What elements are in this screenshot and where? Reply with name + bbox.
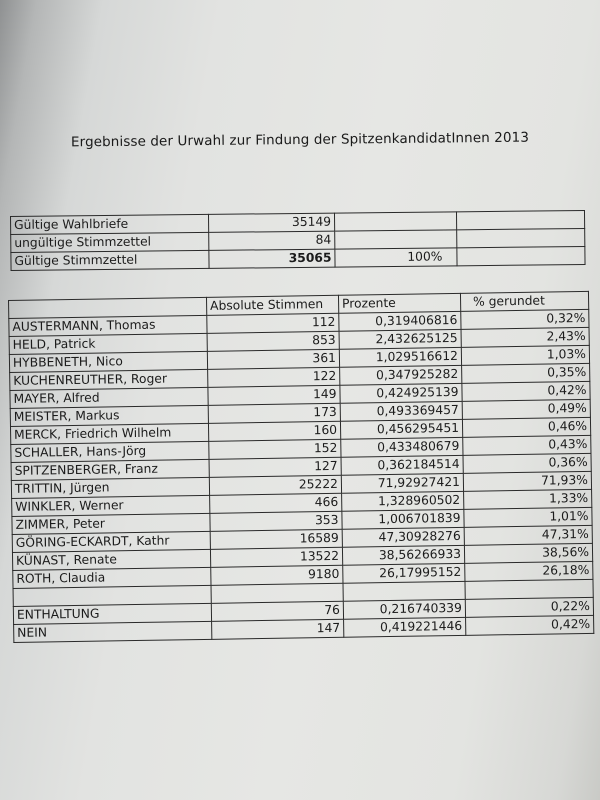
vote-percent-rounded: 71,93% <box>463 471 591 491</box>
vote-percent: 0,319406816 <box>339 311 461 331</box>
vote-percent: 0,433480679 <box>341 437 463 457</box>
empty-cell <box>343 581 465 601</box>
vote-percent-rounded: 0,36% <box>463 453 591 473</box>
header-rounded: % gerundet <box>460 291 588 311</box>
results-table <box>8 291 594 643</box>
candidate-name: KÜNAST, Renate <box>12 549 210 570</box>
vote-percent-rounded: 0,22% <box>465 597 593 617</box>
candidate-name: MAYER, Alfred <box>10 387 208 408</box>
vote-count: 76 <box>211 601 343 621</box>
summary-percent: 100% <box>335 248 457 267</box>
vote-percent-rounded: 1,33% <box>464 489 592 509</box>
summary-empty-cell <box>457 228 585 247</box>
vote-percent-rounded: 2,43% <box>461 327 589 347</box>
summary-label: ungültige Stimmzettel <box>11 232 209 252</box>
candidate-name: SPITZENBERGER, Franz <box>11 459 209 480</box>
vote-count: 173 <box>208 403 340 423</box>
vote-count: 112 <box>207 313 339 333</box>
candidate-name: GÖRING-ECKARDT, Kathr <box>12 531 210 552</box>
candidate-name: WINKLER, Werner <box>12 495 210 516</box>
vote-percent-rounded: 0,35% <box>462 363 590 383</box>
candidate-name: KUCHENREUTHER, Roger <box>10 369 208 390</box>
summary-empty-cell <box>456 210 584 229</box>
vote-count: 152 <box>209 439 341 459</box>
candidate-name: NEIN <box>14 621 212 642</box>
vote-percent-rounded: 1,03% <box>461 345 589 365</box>
vote-percent: 2,432625125 <box>339 329 461 349</box>
vote-percent: 1,029516612 <box>339 347 461 367</box>
vote-percent: 38,56266933 <box>342 545 464 565</box>
vote-count: 13522 <box>210 547 342 567</box>
header-percent: Prozente <box>338 293 460 313</box>
vote-count: 853 <box>207 331 339 351</box>
vote-percent: 0,419221446 <box>344 617 466 637</box>
vote-count: 160 <box>208 421 340 441</box>
empty-cell <box>465 579 593 599</box>
summary-table <box>10 210 586 271</box>
candidate-name: HYBBENETH, Nico <box>9 351 207 372</box>
candidate-name: ENTHALTUNG <box>13 603 211 624</box>
candidate-name: ZIMMER, Peter <box>12 513 210 534</box>
empty-cell <box>211 583 343 603</box>
vote-percent-rounded: 0,42% <box>466 615 594 635</box>
vote-percent-rounded: 38,56% <box>464 543 592 563</box>
summary-empty-cell <box>457 246 585 265</box>
vote-percent: 0,424925139 <box>340 383 462 403</box>
candidate-name: ROTH, Claudia <box>13 567 211 588</box>
vote-count: 353 <box>210 511 342 531</box>
vote-count: 9180 <box>211 565 343 585</box>
vote-percent: 0,216740339 <box>343 599 465 619</box>
vote-count: 466 <box>210 493 342 513</box>
vote-count: 16589 <box>210 529 342 549</box>
candidate-name: HELD, Patrick <box>9 333 207 354</box>
vote-percent: 0,362184514 <box>341 455 463 475</box>
vote-percent: 47,30928276 <box>342 527 464 547</box>
vote-percent-rounded: 0,43% <box>463 435 591 455</box>
document-title: Ergebnisse der Urwahl zur Findung der SpitzenkandidatInnen 2013 <box>70 129 530 151</box>
summary-percent <box>335 230 457 249</box>
vote-count: 147 <box>212 619 344 639</box>
vote-percent-rounded: 0,46% <box>462 417 590 437</box>
vote-percent: 0,456295451 <box>340 419 462 439</box>
vote-percent: 0,493369457 <box>340 401 462 421</box>
candidate-name: MERCK, Friedrich Wilhelm <box>10 423 208 444</box>
vote-count: 127 <box>209 457 341 477</box>
vote-percent-rounded: 26,18% <box>465 561 593 581</box>
summary-value: 35149 <box>208 213 334 232</box>
header-absolute: Absolute Stimmen <box>206 295 338 315</box>
vote-percent: 26,17995152 <box>343 563 465 583</box>
vote-percent: 0,347925282 <box>340 365 462 385</box>
vote-percent-rounded: 47,31% <box>464 525 592 545</box>
vote-percent-rounded: 0,32% <box>461 309 589 329</box>
summary-value: 84 <box>209 231 335 250</box>
vote-percent: 1,006701839 <box>342 509 464 529</box>
candidate-name: TRITTIN, Jürgen <box>11 477 209 498</box>
summary-label: Gültige Wahlbriefe <box>11 214 209 234</box>
vote-percent: 71,92927421 <box>341 473 463 493</box>
summary-percent <box>334 212 456 231</box>
vote-count: 122 <box>208 367 340 387</box>
vote-count: 149 <box>208 385 340 405</box>
candidate-name: SCHALLER, Hans-Jörg <box>11 441 209 462</box>
candidate-name: AUSTERMANN, Thomas <box>9 315 207 336</box>
vote-percent-rounded: 1,01% <box>464 507 592 527</box>
summary-value: 35065 <box>209 249 335 268</box>
vote-percent: 1,328960502 <box>342 491 464 511</box>
vote-percent-rounded: 0,49% <box>462 399 590 419</box>
summary-label: Gültige Stimmzettel <box>11 250 209 270</box>
vote-percent-rounded: 0,42% <box>462 381 590 401</box>
vote-count: 361 <box>207 349 339 369</box>
candidate-name: MEISTER, Markus <box>10 405 208 426</box>
vote-count: 25222 <box>209 475 341 495</box>
